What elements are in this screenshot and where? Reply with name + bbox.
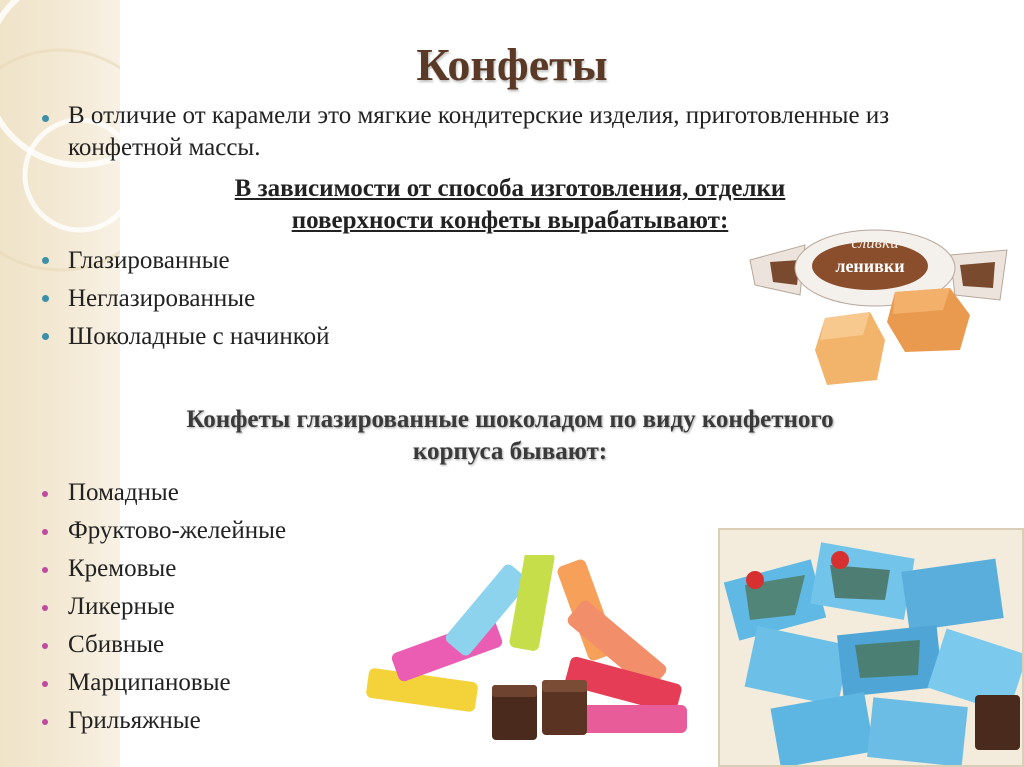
list-item-text: Неглазированные (68, 285, 256, 312)
candy-types-list (36, 242, 330, 356)
bullet-icon (42, 257, 49, 264)
list-item (36, 280, 330, 318)
bullet-icon (42, 567, 48, 573)
bullet-icon (42, 333, 49, 340)
bullet-icon (42, 115, 49, 122)
list-item-text: Сбивные (68, 631, 165, 658)
list-item-text: Фруктово-желейные (68, 517, 287, 544)
bullet-icon (42, 529, 48, 535)
list-item-text: Грильяжные (68, 707, 201, 734)
list-item (36, 242, 330, 280)
bullet-icon (42, 719, 48, 725)
list-item-text: Ликерные (68, 593, 175, 620)
wrapped-candies-image (362, 555, 702, 755)
list-item (36, 550, 286, 588)
heading-line: поверхности конфеты вырабатывают: (291, 207, 729, 234)
glazed-heading (40, 404, 980, 468)
list-item-text: Глазированные (68, 247, 230, 274)
list-item (36, 474, 286, 512)
blue-wrapped-candies (720, 530, 1024, 767)
list-item (36, 512, 286, 550)
bullet-icon (42, 295, 49, 302)
list-item-text: Помадные (68, 479, 179, 506)
list-item-text: Марципановые (68, 669, 231, 696)
bullet-icon (42, 643, 48, 649)
intro-list (36, 100, 936, 164)
wrapped-candy (750, 230, 1007, 306)
caramel-pieces (815, 288, 970, 385)
heading-line: корпуса бывают: (412, 438, 608, 465)
bullet-icon (42, 681, 48, 687)
list-item (36, 318, 330, 356)
list-item-text: Шоколадные с начинкой (68, 323, 330, 350)
intro-text: В отличие от карамели это мягкие кондитерские изделия, приготовленные из конфетной массы. (68, 102, 890, 161)
bullet-icon (42, 491, 48, 497)
toffee-candy-image (745, 200, 1015, 390)
slide-title: Конфеты (416, 39, 608, 90)
list-item (36, 626, 286, 664)
bullet-icon (42, 605, 48, 611)
list-item (36, 664, 286, 702)
wrapper-text: ленивки (835, 256, 905, 276)
list-item (36, 100, 936, 164)
list-item (36, 702, 286, 740)
list-item-text: Кремовые (68, 555, 177, 582)
blue-candies-photo (718, 528, 1024, 767)
heading-line: В зависимости от способа изготовления, отделки (234, 175, 786, 202)
wrapper-text: сливки (851, 233, 899, 252)
heading-line: Конфеты глазированные шоколадом по виду конфетного (186, 406, 834, 433)
glazed-types-list (36, 474, 286, 740)
list-item (36, 588, 286, 626)
chocolate-pieces (492, 680, 587, 740)
